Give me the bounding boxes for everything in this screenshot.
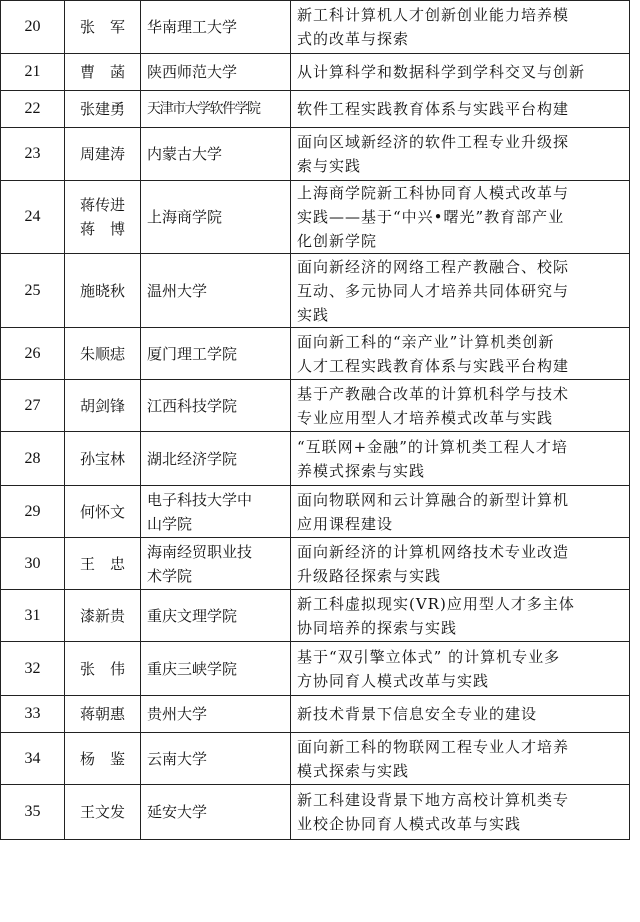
cell-line: 式的改革与探索 <box>297 30 410 48</box>
table-row <box>1 785 630 840</box>
school-name <box>141 1 291 54</box>
row-number: 30 <box>1 538 65 590</box>
project-title <box>291 642 630 696</box>
cell-line: 电子科技大学中 <box>147 490 253 509</box>
leader-name <box>65 128 141 181</box>
school-name <box>141 380 291 432</box>
cell-line: 新工科虚拟现实(VR)应用型人才多主体 <box>297 594 575 613</box>
school-name <box>141 785 291 840</box>
cell-line: 化创新学院 <box>297 232 378 250</box>
cell-line: 陕西师范大学 <box>147 63 238 81</box>
cell-line: 蒋朝惠 <box>79 705 125 723</box>
cell-line: “互联网+金融”的计算机类工程人才培 <box>297 437 568 456</box>
row-number: 32 <box>1 642 65 696</box>
table-row <box>1 1 630 54</box>
leader-name <box>65 642 141 696</box>
project-title <box>291 733 630 785</box>
cell-line: 新工科计算机人才创新创业能力培养模 <box>297 6 570 24</box>
cell-line: 张建勇 <box>79 100 125 118</box>
project-title <box>291 181 630 254</box>
leader-name <box>65 538 141 590</box>
project-title <box>291 1 630 54</box>
school-name <box>141 432 291 486</box>
cell-line: 方协同育人模式改革与实践 <box>297 671 490 690</box>
cell-line: 人才工程实践教育体系与实践平台构建 <box>297 356 570 375</box>
cell-line: 漆新贵 <box>79 606 125 625</box>
school-name <box>141 128 291 181</box>
table-row <box>1 54 630 91</box>
cell-line: 面向新经济的计算机网络技术专业改造 <box>297 542 570 561</box>
cell-line: 从计算科学和数据科学到学科交叉与创新 <box>297 63 586 81</box>
leader-name <box>65 486 141 538</box>
table-row <box>1 380 630 432</box>
cell-line: 术学院 <box>147 566 193 585</box>
cell-line: 新工科建设背景下地方高校计算机类专 <box>297 791 570 809</box>
project-title <box>291 538 630 590</box>
cell-line: 贵州大学 <box>147 705 208 723</box>
leader-name <box>65 91 141 128</box>
table-row <box>1 181 630 254</box>
school-name <box>141 254 291 328</box>
cell-line: 湖北经济学院 <box>147 449 238 468</box>
school-name <box>141 538 291 590</box>
school-name <box>141 733 291 785</box>
table-row <box>1 128 630 181</box>
cell-line: 互动、多元协同人才培养共同体研究与 <box>297 281 570 300</box>
cell-line: 曹 菡 <box>79 63 125 81</box>
table-row <box>1 91 630 128</box>
table-row <box>1 590 630 642</box>
cell-line: 王 忠 <box>79 554 125 573</box>
cell-line: 杨 鉴 <box>79 749 125 768</box>
row-number: 24 <box>1 181 65 254</box>
cell-line: 协同培养的探索与实践 <box>297 618 458 637</box>
cell-line: 模式探索与实践 <box>297 761 410 780</box>
table-row <box>1 486 630 538</box>
school-name <box>141 54 291 91</box>
project-title <box>291 432 630 486</box>
cell-line: 实践——基于“中兴•曙光”教育部产业 <box>297 208 565 226</box>
project-title <box>291 254 630 328</box>
row-number: 23 <box>1 128 65 181</box>
leader-name <box>65 54 141 91</box>
cell-line: 华南理工大学 <box>147 18 238 36</box>
cell-line: 业校企协同育人模式改革与实践 <box>297 815 522 833</box>
cell-line: 蒋传进 <box>79 196 125 214</box>
project-title <box>291 590 630 642</box>
school-name <box>141 642 291 696</box>
cell-line: 面向区域新经济的软件工程专业升级探 <box>297 133 570 151</box>
project-title <box>291 486 630 538</box>
school-name <box>141 696 291 733</box>
cell-line: 面向新经济的网络工程产教融合、校际 <box>297 257 570 276</box>
table-row <box>1 432 630 486</box>
cell-line: 上海商学院新工科协同育人模式改革与 <box>297 184 570 202</box>
cell-line: 云南大学 <box>147 749 208 768</box>
project-title <box>291 696 630 733</box>
leader-name <box>65 254 141 328</box>
cell-line: 张 伟 <box>79 659 125 678</box>
cell-line: 面向新工科的物联网工程专业人才培养 <box>297 737 570 756</box>
cell-line: 基于“双引擎立体式” 的计算机专业多 <box>297 647 561 666</box>
school-name <box>141 590 291 642</box>
cell-line: 面向物联网和云计算融合的新型计算机 <box>297 490 570 509</box>
cell-line: 上海商学院 <box>147 208 223 226</box>
cell-line: 海南经贸职业技 <box>147 542 253 561</box>
project-title <box>291 785 630 840</box>
leader-name <box>65 181 141 254</box>
cell-line: 王文发 <box>79 803 125 821</box>
leader-name <box>65 590 141 642</box>
table-row <box>1 733 630 785</box>
cell-line: 新技术背景下信息安全专业的建设 <box>297 705 538 723</box>
leader-name <box>65 733 141 785</box>
table-row <box>1 328 630 380</box>
cell-line: 厦门理工学院 <box>147 344 238 363</box>
row-number: 27 <box>1 380 65 432</box>
row-number: 21 <box>1 54 65 91</box>
cell-line: 温州大学 <box>147 281 208 300</box>
row-number: 26 <box>1 328 65 380</box>
cell-line: 升级路径探索与实践 <box>297 566 442 585</box>
row-number: 35 <box>1 785 65 840</box>
cell-line: 施晓秋 <box>79 281 125 300</box>
project-title <box>291 328 630 380</box>
cell-line: 重庆三峡学院 <box>147 659 238 678</box>
cell-line: 张 军 <box>79 18 125 36</box>
cell-line: 延安大学 <box>147 803 208 821</box>
leader-name <box>65 432 141 486</box>
cell-line: 孙宝林 <box>79 449 125 468</box>
table-row <box>1 642 630 696</box>
cell-line: 何怀文 <box>79 502 125 521</box>
cell-line: 重庆文理学院 <box>147 606 238 625</box>
project-title <box>291 54 630 91</box>
cell-line: 内蒙古大学 <box>147 145 223 163</box>
cell-line: 索与实践 <box>297 157 362 175</box>
cell-line: 胡剑锋 <box>79 396 125 415</box>
school-name <box>141 486 291 538</box>
row-number: 28 <box>1 432 65 486</box>
cell-line: 天津市大学软件学院 <box>147 101 260 117</box>
row-number: 25 <box>1 254 65 328</box>
leader-name <box>65 380 141 432</box>
row-number: 31 <box>1 590 65 642</box>
cell-line: 朱顺痣 <box>79 344 125 363</box>
row-number: 34 <box>1 733 65 785</box>
row-number: 20 <box>1 1 65 54</box>
cell-line: 周建涛 <box>79 145 125 163</box>
school-name <box>141 91 291 128</box>
cell-line: 应用课程建设 <box>297 514 394 533</box>
cell-line: 养模式探索与实践 <box>297 461 426 480</box>
cell-line: 基于产教融合改革的计算机科学与技术 <box>297 384 570 403</box>
leader-name <box>65 785 141 840</box>
leader-name <box>65 696 141 733</box>
row-number: 22 <box>1 91 65 128</box>
cell-line: 面向新工科的“亲产业”计算机类创新 <box>297 332 555 351</box>
cell-line: 专业应用型人才培养模式改革与实践 <box>297 408 554 427</box>
cell-line: 山学院 <box>147 514 193 533</box>
row-number: 29 <box>1 486 65 538</box>
table-row <box>1 254 630 328</box>
cell-line: 实践 <box>297 305 330 324</box>
row-number: 33 <box>1 696 65 733</box>
leader-name <box>65 328 141 380</box>
project-title <box>291 380 630 432</box>
table-row <box>1 696 630 733</box>
project-title <box>291 128 630 181</box>
project-title <box>291 91 630 128</box>
school-name <box>141 181 291 254</box>
leader-name <box>65 1 141 54</box>
cell-line: 软件工程实践教育体系与实践平台构建 <box>297 100 570 118</box>
school-name <box>141 328 291 380</box>
cell-line: 蒋 博 <box>79 220 125 238</box>
cell-line: 江西科技学院 <box>147 396 238 415</box>
table-row <box>1 538 630 590</box>
